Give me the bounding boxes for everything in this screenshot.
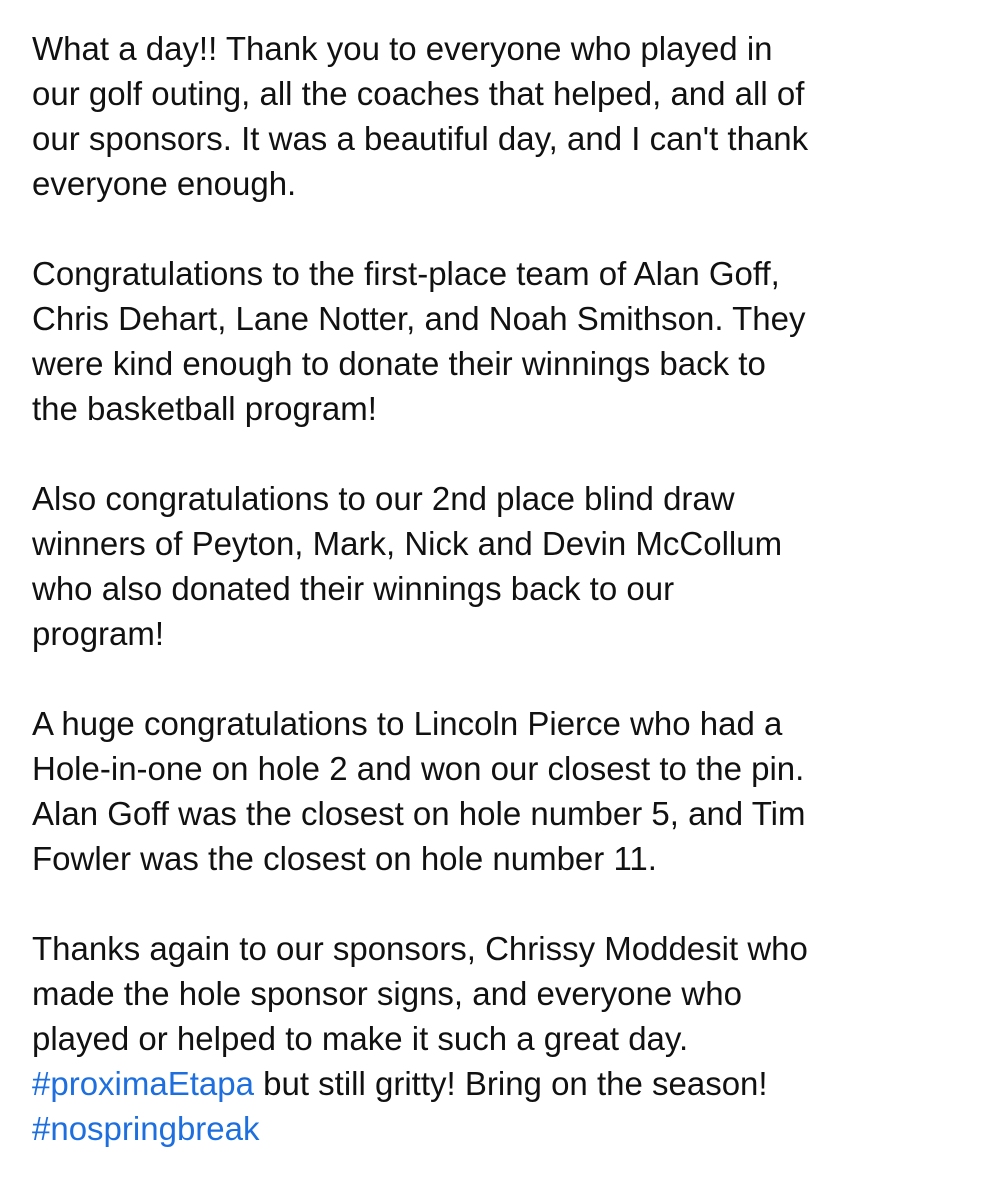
- post-text-line: were kind enough to donate their winnings back to: [32, 345, 766, 382]
- post-hashtag-line: [32, 1061, 962, 1106]
- post-text-line: What a day!! Thank you to everyone who played in: [32, 30, 773, 67]
- post-text-line: program!: [32, 615, 165, 652]
- post-text-fragment: but still gritty! Bring on the season!: [253, 1065, 768, 1102]
- post-text-line: Also congratulations to our 2nd place blind draw: [32, 480, 735, 517]
- post-text-line: made the hole sponsor signs, and everyone who: [32, 975, 742, 1012]
- post-paragraph-3: [32, 476, 962, 656]
- post-text-line: Thanks again to our sponsors, Chrissy Moddesit who: [32, 930, 808, 967]
- post-text-line: Hole-in-one on hole 2 and won our closest to the pin.: [32, 750, 805, 787]
- post-text-line: A huge congratulations to Lincoln Pierce who had a: [32, 705, 783, 742]
- post-text-line: our golf outing, all the coaches that helped, and all of: [32, 75, 805, 112]
- post-text-line: Fowler was the closest on hole number 11.: [32, 840, 657, 877]
- post-text-line: our sponsors. It was a beautiful day, and I can't thank: [32, 120, 809, 157]
- post-text-line: winners of Peyton, Mark, Nick and Devin McCollum: [32, 525, 783, 562]
- post-paragraph-2: [32, 251, 962, 431]
- post-text-line: everyone enough.: [32, 165, 297, 202]
- post-text-line: Congratulations to the first-place team of Alan Goff,: [32, 255, 780, 292]
- post-hashtag-line: [32, 1106, 962, 1151]
- post-text-line: played or helped to make it such a great day.: [32, 1020, 689, 1057]
- post-text-line: Chris Dehart, Lane Notter, and Noah Smithson. They: [32, 300, 806, 337]
- post-paragraph-1: [32, 26, 962, 206]
- post-text-line: Alan Goff was the closest on hole number 5, and Tim: [32, 795, 806, 832]
- hashtag-link-nospringbreak[interactable]: #nospringbreak: [32, 1110, 260, 1147]
- post-paragraph-5: [32, 926, 962, 1151]
- post-paragraph-4: [32, 701, 962, 881]
- post-body: [32, 26, 962, 1151]
- post-text-line: the basketball program!: [32, 390, 377, 427]
- post-text-line: who also donated their winnings back to our: [32, 570, 675, 607]
- hashtag-link-proximaetapa[interactable]: #proximaEtapa: [32, 1065, 254, 1102]
